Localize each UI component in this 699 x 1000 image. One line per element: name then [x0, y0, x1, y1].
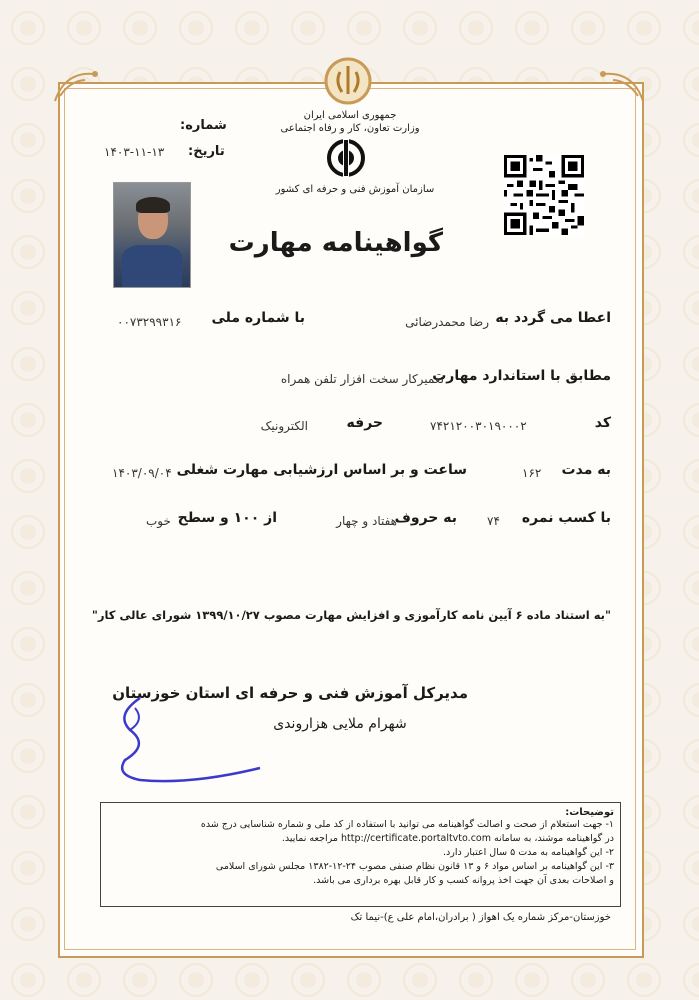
signatory-name: شهرام ملایی هزاروندی [273, 716, 407, 732]
number-label: شماره: [180, 118, 227, 133]
granted-label: اعطا می گردد به [495, 310, 611, 326]
duration-label: به مدت [561, 462, 611, 478]
notes-line: و اصلاحات بعدی آن جهت اخذ پروانه کسب و کار قابل بهره برداری می باشد. [313, 875, 614, 886]
holder-photo [113, 182, 191, 288]
date-label: تاریخ: [188, 144, 225, 159]
level-value: خوب [146, 514, 171, 528]
notes-line: در گواهینامه موشند، به سامانه http://certificate.portaltvto.com مراجعه نمایید. [281, 833, 614, 844]
profession-label: حرفه [346, 415, 383, 431]
legal-statement: "به استناد ماده ۶ آیین نامه کارآموزی و افزایش مهارت مصوب ۱۳۹۹/۱۰/۲۷ شورای عالی کار" [91, 608, 611, 622]
notes-title: توضیحات: [565, 807, 614, 818]
national-id-label: با شماره ملی [211, 310, 305, 326]
standard-value: تعمیرکار سخت افزار تلفن همراه [280, 372, 444, 386]
code-value: ۷۴۲۱۲۰۰۳۰۱۹۰۰۰۲ [430, 419, 527, 433]
code-label: کد [594, 415, 611, 431]
standard-label: مطابق با استاندارد مهارت [432, 368, 611, 384]
letters-value: هفتاد و چهار [336, 514, 397, 528]
score-value: ۷۴ [487, 514, 500, 528]
footer-address: خوزستان-مرکز شماره یک اهواز ( برادران،امام علی ع)-نیما تک [350, 912, 611, 923]
notes-line: ۲- این گواهینامه به مدت ۵ سال اعتبار دارد. [443, 847, 614, 858]
corner-ornament-icon [50, 66, 110, 106]
granted-value: رضا محمدرضائی [405, 315, 489, 329]
notes-line: ۱- جهت استعلام از صحت و اصالت گواهینامه می توانید با استفاده از کد ملی و شماره شناسایی درج شده [200, 819, 614, 830]
assessment-label: ساعت و بر اساس ارزشیابی مهارت شغلی [176, 462, 467, 478]
republic-text: جمهوری اسلامی ایران [303, 110, 397, 121]
duration-value: ۱۶۲ [522, 466, 542, 480]
notes-line: ۳- این گواهینامه بر اساس مواد ۶ و ۱۳ قانون نظام صنفی مصوب ۲۴-۱۲-۱۳۸۲ مجلس شورای اسلامی [215, 861, 614, 872]
organization-text: سازمان آموزش فنی و حرفه ای کشور [275, 184, 435, 195]
national-id-value: ۰۰۷۳۲۹۹۳۱۶ [117, 315, 182, 329]
letters-label: به حروف [394, 510, 457, 526]
notes-box [100, 802, 621, 907]
certificate-title: گواهینامه مهارت [228, 228, 443, 258]
out-of-label: از ۱۰۰ و سطح [177, 510, 277, 526]
profession-value: الکترونیک [260, 419, 308, 433]
handwritten-signature [110, 690, 270, 790]
qr-code [504, 155, 584, 235]
assessment-date: ۱۴۰۳/۰۹/۰۴ [112, 466, 172, 480]
tvto-logo-icon [323, 138, 369, 178]
ministry-text: وزارت تعاون، کار و رفاه اجتماعی [280, 123, 420, 134]
corner-ornament-icon [588, 66, 648, 106]
signatory-title: مدیرکل آموزش فنی و حرفه ای استان خوزستان [112, 684, 468, 702]
date-value: ۱۴۰۳-۱۱-۱۳ [104, 145, 165, 159]
score-label: با کسب نمره [521, 510, 611, 526]
iran-emblem-icon [323, 56, 373, 106]
